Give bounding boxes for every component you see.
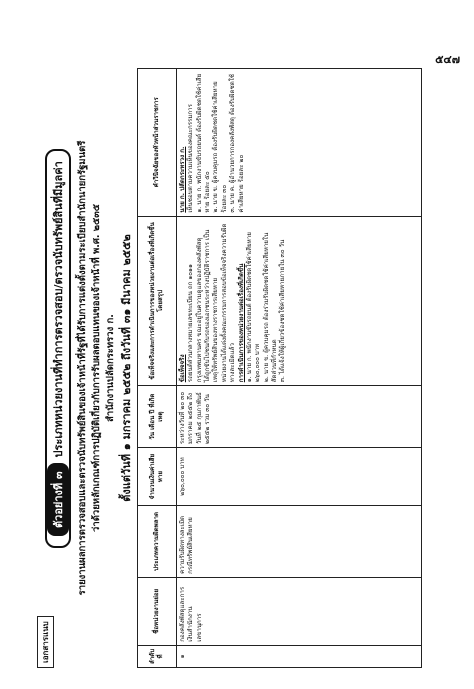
action-heading: การดำเนินการของหน่วยงานต่อเรื่องที่เกิดขึ้น xyxy=(237,263,245,383)
attachment-stamp: เอกสารแนบ xyxy=(37,616,54,668)
ruling-line: ๓. นาย ค. ผู้อำนวยการกองคลังพัสดุ ต้องรับผิดชดใช้ค่าเสียหาย ร้อยละ ๒๐ xyxy=(229,74,245,213)
banner-text: ประเภทหน่วยงานที่ทำการตรวจสอบ/ตรวจนับทรัพย์สินที่มีมูลค่า xyxy=(52,161,65,458)
ruling-heading: นาย ก. ปลัดกระทรวง ก. xyxy=(179,146,186,213)
facts-line: หน่วยงานได้แต่งตั้งคณะกรรมการสอบข้อเท็จจริงความรับผิดทางละเมิดแล้ว xyxy=(220,223,237,383)
facts-heading: ข้อเท็จจริง xyxy=(179,354,186,383)
header-no: ลำดับที่ xyxy=(138,645,177,667)
table-header-row xyxy=(138,69,177,668)
cell-no: ๑ xyxy=(177,645,422,667)
report-title-line-2: ว่าด้วยหลักเกณฑ์การปฏิบัติเกี่ยวกับการรับผลตอบแทนของเจ้าหน้าที่ พ.ศ. ๒๕๓๕ xyxy=(91,204,102,532)
page-number: ๕๔๗ xyxy=(435,53,460,66)
cell-ruling xyxy=(177,69,422,217)
facts-line: รถยนต์ส่วนกลางหมายเลขทะเบียน ถก ๑๐๑๑ กรุงเทพมหานคร ขณะอยู่ในความดูแลของกองคลังพัสดุ xyxy=(187,237,203,383)
banner-tab: ตัวอย่างที่ ๓ xyxy=(47,463,69,536)
cell-facts xyxy=(177,216,422,386)
example-banner xyxy=(45,149,71,548)
header-ruling: คำวินิจฉัยของหัวหน้าส่วนราชการ xyxy=(138,69,177,217)
cell-amount: ๒๖๐,๐๐๐ บาท xyxy=(177,448,422,506)
action-line: ๒. นาย ข. ผู้ควบคุมรถ ต้องร่วมรับผิดชดใช้ค่าเสียหายในสัดส่วนที่กำหนด xyxy=(262,232,278,383)
action-line: ๑. นาย ก. พนักงานขับรถยนต์ ต้องรับผิดชดใช้ค่าเสียหาย ๒๖๐,๐๐๐ บาท xyxy=(245,232,262,383)
cell-date: ระหว่างวันที่ ๒๐ ๓๐ มกราคม ๒๕๕๒ ถึงวันที่ ๒๕ กุมภาพันธ์ ๒๕๕๒ รวม ๓๐ วัน xyxy=(177,386,422,448)
report-title-line-1: รายงานผลการตรวจสอบและตรวจนับทรัพย์สินของเจ้าหน้าที่รัฐที่ได้รับการแต่งตั้งตามระเบียบสำนักนายกรัฐมนตรี xyxy=(77,140,88,596)
header-amount: จำนวนเงินค่าเสียหาย xyxy=(138,448,177,506)
report-period: ตั้งแต่วันที่ ๑ มกราคม ๒๕๕๒ ถึงวันที่ ๓๑ มีนาคม ๒๕๕๒ xyxy=(120,234,133,502)
rotated-document xyxy=(37,68,437,668)
header-date: วัน เดือน ปี ที่เกิดเหตุ xyxy=(138,386,177,448)
ruling-line: ๑. นาย ก. พนักงานขับรถยนต์ ต้องรับผิดชดใช้ค่าเสียหาย ร้อยละ ๕๐ xyxy=(195,73,212,213)
ruling-line: เห็นชอบตามความเห็นของคณะกรรมการ xyxy=(187,104,195,213)
action-line: ๓. ได้แจ้งให้ผู้เกี่ยวข้องชดใช้ค่าเสียหายภายใน ๓๐ วัน xyxy=(279,239,287,383)
cell-unit: กองคลังพัสดุและการเงินสำนักงานเลขานุการ xyxy=(177,577,422,645)
header-facts: ข้อเท็จจริงและการดำเนินการของหน่วยงานต่อเรื่องที่เกิดขึ้นโดยสรุป xyxy=(138,216,177,386)
header-unit: ชื่อหน่วยงานย่อย xyxy=(138,577,177,645)
facts-line: ได้ถูกขับไปชนกับรถของเอกชนระหว่างปฏิบัติราชการ เป็นเหตุให้ทรัพย์สินของทางราชการเสียหาย xyxy=(204,229,220,383)
table-row xyxy=(177,69,422,668)
header-type: ประเภทความผิดพลาด xyxy=(138,506,177,578)
cell-type: ความรับผิดทางละเมิดกรณีทรัพย์สินเสียหาย xyxy=(177,506,422,578)
ruling-line: ๒. นาย ข. ผู้ควบคุมรถ ต้องรับผิดชดใช้ค่าเสียหาย ร้อยละ ๓๐ xyxy=(212,81,228,213)
report-table xyxy=(137,68,422,668)
report-title-line-3: สำนักงานปลัดกระทรวง ก. xyxy=(105,314,116,422)
